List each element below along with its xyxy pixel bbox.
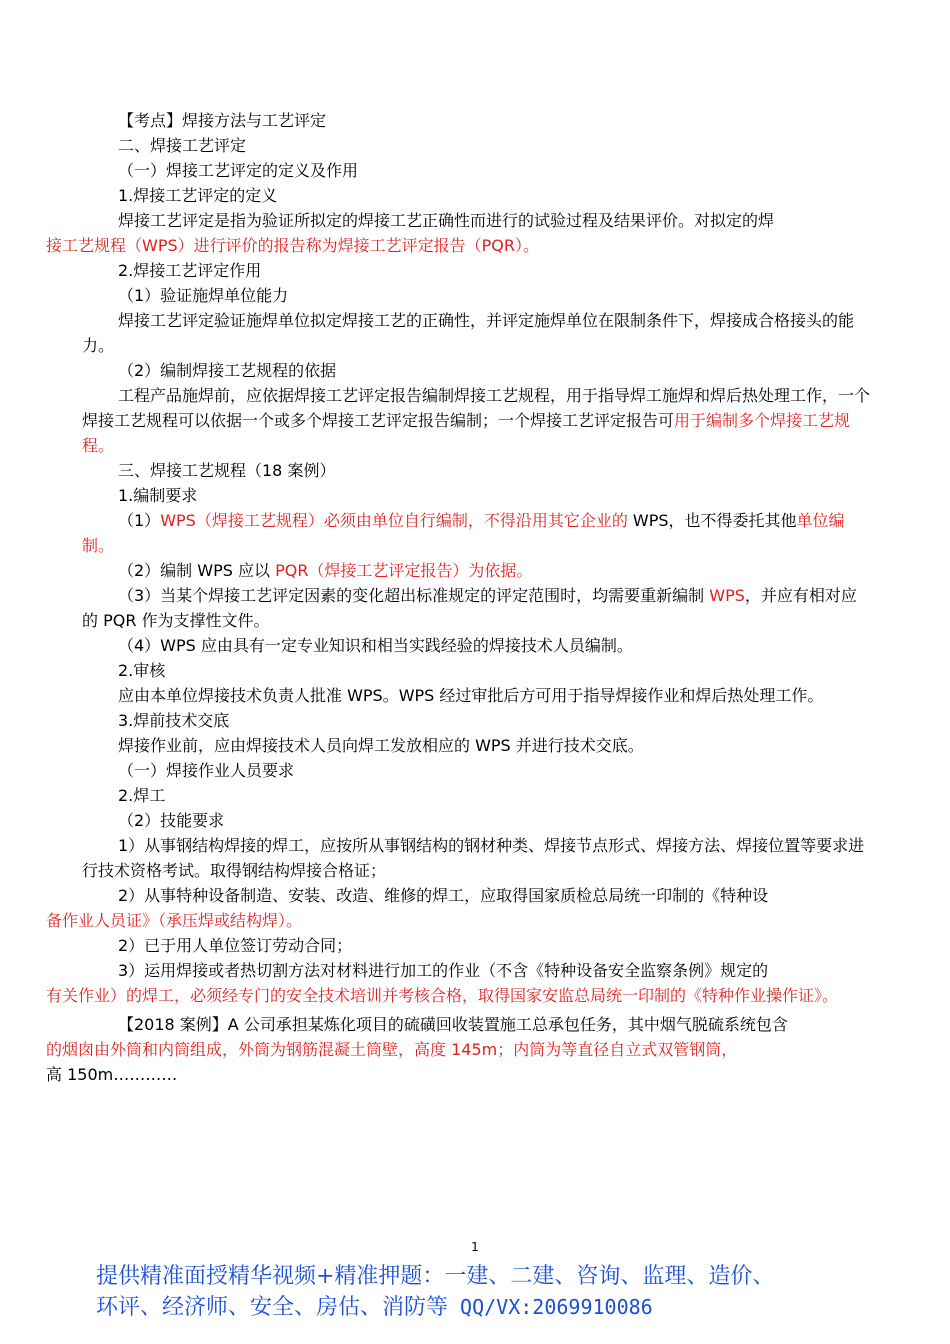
- paragraph: 应由本单位焊接技术负责人批准 WPS。WPS 经过审批后方可用于指导焊接作业和焊后热处理工作。: [118, 686, 824, 705]
- paragraph: （4）WPS 应由具有一定专业知识和相当实践经验的焊接技术人员编制。: [118, 636, 633, 655]
- text: ，并应有相对应的 PQR 作为支撑性文件。: [82, 586, 857, 630]
- text: （2）编制 WPS 应以: [118, 561, 270, 580]
- section-heading: 三、焊接工艺规程（18 案例）: [118, 461, 336, 480]
- footer-line-2: [96, 1292, 916, 1323]
- text: 3）运用焊接或者热切割方法对材料进行加工的作业（不含《特种设备安全监察条例》规定的: [118, 961, 769, 980]
- paragraph: 焊接工艺评定验证施焊单位拟定焊接工艺的正确性，并评定施焊单位在限制条件下，焊接成合格接头的能力。: [82, 311, 855, 355]
- text: 【2018 案例】A 公司承担某炼化项目的硫磺回收装置施工总承包任务，其中烟气脱硫系统包含: [118, 1015, 788, 1034]
- highlight-text: WPS: [704, 586, 745, 605]
- highlight-text: WPS（焊接工艺规程）必须由单位自行编制，不得沿用其它企业的: [160, 511, 628, 530]
- heading-key-point: 【考点】焊接方法与工艺评定: [118, 111, 327, 130]
- footer-line-1: 提供精准面授精华视频+精准押题：一建、二建、咨询、监理、造价、: [96, 1264, 775, 1289]
- text: 2）从事特种设备制造、安装、改造、维修的焊工，应取得国家质检总局统一印制的《特种设: [118, 886, 769, 905]
- text: WPS，也不得委托其他: [627, 511, 797, 530]
- paragraph: 2）已于用人单位签订劳动合同；: [118, 936, 353, 955]
- paragraph: [82, 583, 872, 633]
- text: 高 150m…………: [46, 1065, 178, 1084]
- highlight-text: 备作业人员证》（承压焊或结构焊）。: [46, 911, 303, 930]
- item-heading: 3.焊前技术交底: [118, 711, 230, 730]
- paragraph: 焊接作业前，应由焊接技术人员向焊工发放相应的 WPS 并进行技术交底。: [118, 736, 644, 755]
- subsection-heading: （一）焊接工艺评定的定义及作用: [118, 161, 359, 180]
- sub-item-heading: （1）验证施焊单位能力: [118, 286, 289, 305]
- item-heading: 2.审核: [118, 661, 166, 680]
- paragraph: [82, 383, 872, 458]
- highlight-text: 单位编制。: [82, 511, 845, 555]
- subsection-heading: （一）焊接作业人员要求: [118, 761, 295, 780]
- item-heading: 1.焊接工艺评定的定义: [118, 186, 278, 205]
- highlight-text: 接工艺规程（WPS）进行评价的报告称为焊接工艺评定报告（PQR）。: [46, 236, 539, 255]
- item-heading: 1.编制要求: [118, 486, 198, 505]
- footer-contact: QQ/VX:2069910086: [448, 1295, 653, 1319]
- highlight-text: 有关作业）的焊工，必须经专门的安全技术培训并考核合格，取得国家安监总局统一印制的《特种作业操作证》。: [46, 986, 839, 1005]
- text: （3）当某个焊接工艺评定因素的变化超出标准规定的评定范围时，均需要重新编制: [118, 586, 705, 605]
- paragraph: [82, 558, 872, 583]
- highlight-text: PQR（焊接工艺评定报告）为依据。: [269, 561, 533, 580]
- text: 焊接工艺评定是指为验证所拟定的焊接工艺正确性而进行的试验过程及结果评价。对拟定的焊: [118, 211, 775, 230]
- paragraph: [46, 958, 872, 1008]
- paragraph: [46, 208, 872, 258]
- paragraph: 1）从事钢结构焊接的焊工，应按所从事钢结构的钢材种类、焊接节点形式、焊接方法、焊接位置等要求进行技术资格考试。取得钢结构焊接合格证；: [82, 836, 865, 880]
- page-number: 1: [471, 1240, 479, 1254]
- footer-ad: [96, 1262, 916, 1323]
- case-paragraph: [46, 1012, 872, 1087]
- highlight-text: 的烟囱由外筒和内筒组成，外筒为钢筋混凝土筒壁，高度 145m；内筒为等直径自立式双管钢筒，: [46, 1040, 738, 1059]
- highlight-text: 用于编制多个焊接工艺规程。: [82, 411, 851, 455]
- item-heading: 2.焊工: [118, 786, 166, 805]
- item-heading: 2.焊接工艺评定作用: [118, 261, 262, 280]
- footer-text: 环评、经济师、安全、房估、消防等: [96, 1295, 449, 1320]
- document-body: [46, 108, 872, 1087]
- sub-item-heading: （2）编制焊接工艺规程的依据: [118, 361, 337, 380]
- paragraph: [82, 508, 872, 558]
- section-heading: 二、焊接工艺评定: [118, 136, 247, 155]
- paragraph: [46, 883, 872, 933]
- sub-item-heading: （2）技能要求: [118, 811, 225, 830]
- text: （1）: [118, 511, 161, 530]
- text: 工程产品施焊前，应依据焊接工艺评定报告编制焊接工艺规程，用于指导焊工施焊和焊后热处理工作，一个焊接工艺规程可以依据一个或多个焊接工艺评定报告编制；一个焊接工艺评定报告可: [82, 386, 871, 430]
